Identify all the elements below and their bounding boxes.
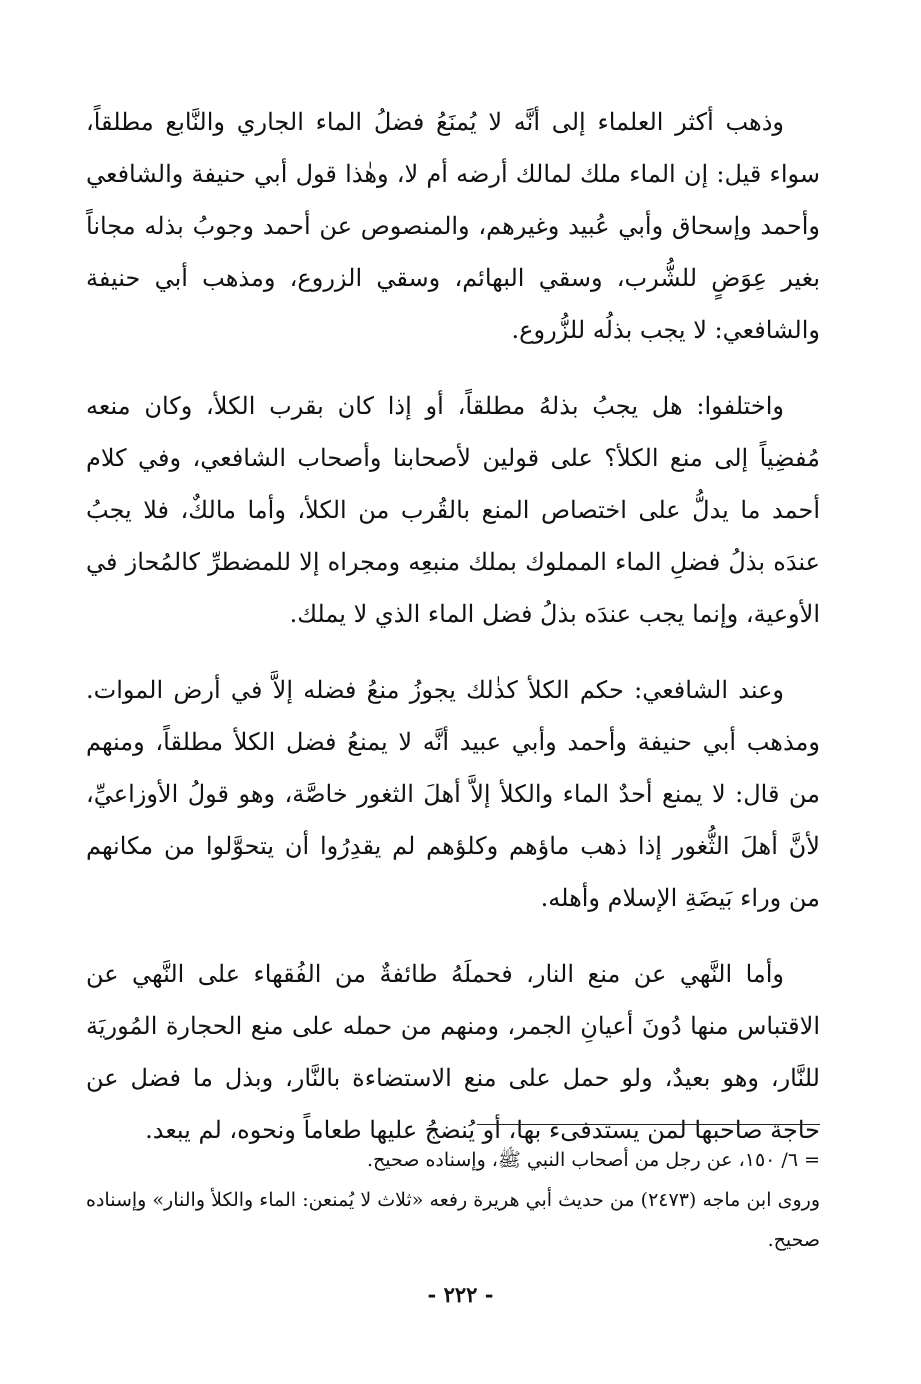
footnotes (86, 1140, 820, 1260)
footnote: وروى ابن ماجه (٢٤٧٣) من حديث أبي هريرة رفعه «ثلاث لا يُمنعن: الماء والكلأ والنار» وإسناده صحيح. (86, 1189, 821, 1251)
paragraph: وذهب أكثر العلماء إلى أنَّه لا يُمنَعُ فضلُ الماء الجاري والنَّابع مطلقاً، سواء قيل: إن الماء ملك لمالك أرضه أم لا، وهٰذا قول أبي حنيفة والشافعي وأحمد وإسحاق وأبي عُبيد وغيرهم، والمنصوص عن أحمد وجوبُ بذله مجاناً بغير عِوَضٍ للشُّرب، وسقي البهائم، وسقي الزروع، ومذهب أبي حنيفة والشافعي: لا يجب بذلُه للزُّروع. (86, 108, 821, 344)
footnote: = ٦/ ١٥٠، عن رجل من أصحاب النبي ﷺ، وإسناده صحيح. (366, 1149, 820, 1171)
paragraph: واختلفوا: هل يجبُ بذلهُ مطلقاً، أو إذا كان بقرب الكلأ، وكان منعه مُفضِياً إلى منع الكلأ؟ على قولين لأصحابنا وأصحاب الشافعي، وفي كلام أحمد ما يدلُّ على اختصاص المنع بالقُرب من الكلأ، وأما مالكٌ، فلا يجبُ عندَه بذلُ فضلِ الماء المملوك بملك منبعِه ومجراه إلا للمضطرِّ كالمُحاز في الأوعية، وإنما يجب عندَه بذلُ فضل الماء الذي لا يملك. (86, 392, 820, 628)
paragraph: وأما النَّهي عن منع النار، فحملَهُ طائفةٌ من الفُقهاء على النَّهي عن الاقتباس منها دُونَ أعيانِ الجمر، ومنهم من حمله على منع الحجارة المُوريَة للنَّار، وهو بعيدٌ، ولو حمل على منع الاستضاءة بالنَّار، وبذل ما فضل عن حاجة صاحبها لمن يستدفىء بها، أو يُنضجُ عليها طعاماً ونحوه، لم يبعد. (86, 960, 820, 1144)
page-number: - ٢٢٢ - (427, 1282, 494, 1307)
footnote-separator (477, 1124, 820, 1125)
main-text (86, 96, 820, 1180)
paragraph: وعند الشافعي: حكم الكلأ كذٰلك يجوزُ منعُ فضله إلاَّ في أرض الموات. ومذهب أبي حنيفة وأحمد وأبي عبيد أنَّه لا يمنعُ فضل الكلأ مطلقاً، ومنهم من قال: لا يمنع أحدٌ الماء والكلأ إلاَّ أهلَ الثغور خاصَّة، وهو قولُ الأوزاعيِّ، لأنَّ أهلَ الثُّغور إذا ذهب ماؤهم وكلؤهم لم يقدِرُوا أن يتحوَّلوا من مكانهم من وراء بَيضَةِ الإسلام وأهله. (86, 676, 821, 912)
